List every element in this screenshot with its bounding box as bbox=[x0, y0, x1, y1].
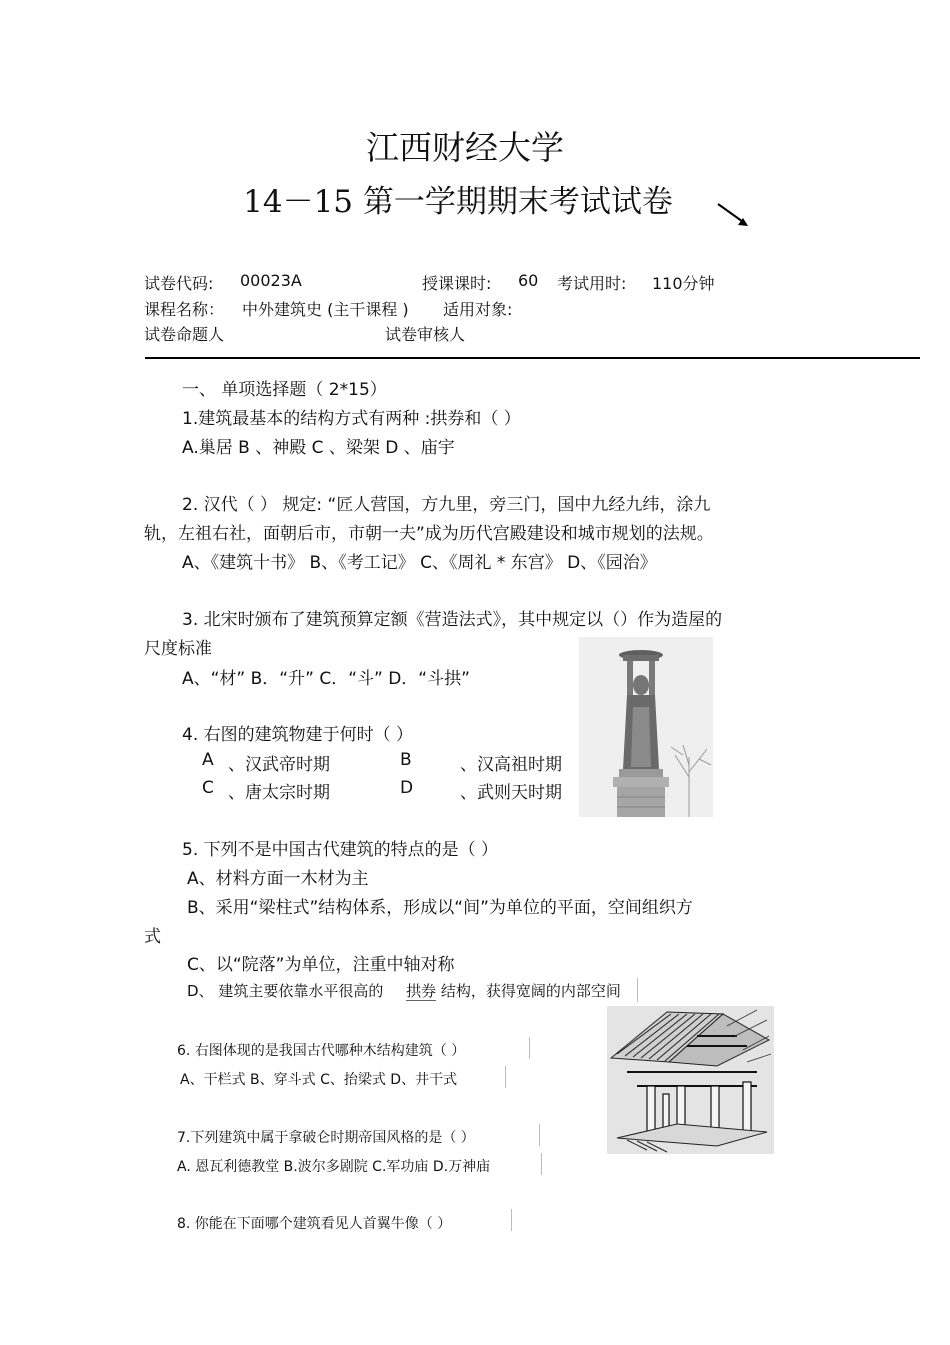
text-box-edge bbox=[511, 1209, 512, 1231]
q4-option-d-text: 、武则天时期 bbox=[460, 783, 562, 803]
q4-option-b-letter: B bbox=[400, 750, 412, 770]
q8-stem: 8. 你能在下面哪个建筑看见人首翼牛像（ ） bbox=[177, 1216, 452, 1232]
q5-option-b-line1: B、采用“梁柱式”结构体系，形成以“间”为单位的平面，空间组织方 bbox=[187, 898, 693, 918]
hours-value: 60 bbox=[518, 271, 539, 290]
q7-options: A. 恩瓦利德教堂 B.波尔多剧院 C.军功庙 D.万神庙 bbox=[177, 1159, 491, 1175]
text-box-edge bbox=[637, 978, 638, 1002]
exam-title: 14－15 第一学期期末考试试卷 bbox=[243, 184, 673, 220]
text-box-edge bbox=[529, 1037, 530, 1059]
divider bbox=[145, 357, 920, 359]
timber-structure-diagram bbox=[607, 1006, 774, 1154]
course-value: 中外建筑史 (主干课程 ) bbox=[242, 300, 409, 319]
q5-option-d-underlined: 拱券 bbox=[406, 982, 437, 1000]
q3-options: A、“材” B．“升” C．“斗” D．“斗拱” bbox=[182, 669, 470, 689]
q5-option-d bbox=[187, 980, 621, 1001]
duration-label: 考试用时: bbox=[557, 274, 627, 293]
q4-option-c-letter: C bbox=[202, 778, 214, 798]
q4-stem: 4. 右图的建筑物建于何时（ ） bbox=[182, 725, 414, 745]
q4-option-a-letter: A bbox=[202, 750, 214, 770]
university-title: 江西财经大学 bbox=[366, 128, 564, 167]
q4-option-a-text: 、汉武帝时期 bbox=[228, 755, 330, 775]
q2-stem-line2: 轨，左祖右社，面朝后市，市朝一夫”成为历代宫殿建设和城市规划的法规。 bbox=[144, 524, 714, 544]
setter-label: 试卷命题人 bbox=[144, 325, 225, 344]
reviewer-label: 试卷审核人 bbox=[385, 325, 466, 344]
q1-options: A.巢居 B 、神殿 C 、梁架 D 、庙宇 bbox=[182, 438, 455, 458]
q5-option-c: C、以“院落”为单位，注重中轴对称 bbox=[187, 955, 455, 975]
code-value: 00023A bbox=[240, 271, 302, 290]
q2-options: A、《建筑十书》 B、《考工记》 C、《周礼 * 东宫》 D、《园治》 bbox=[182, 553, 657, 573]
q4-option-b-text: 、汉高祖时期 bbox=[460, 755, 562, 775]
q4-option-d-letter: D bbox=[400, 778, 414, 798]
arrow-icon bbox=[712, 198, 760, 238]
text-box-edge bbox=[541, 1153, 542, 1175]
text-box-edge bbox=[505, 1066, 506, 1088]
q5-option-d-suffix: 结构，获得宽阔的内部空间 bbox=[440, 982, 621, 1000]
text-box-edge bbox=[539, 1124, 540, 1146]
q5-option-a: A、材料方面一木材为主 bbox=[187, 869, 369, 889]
q1-stem: 1.建筑最基本的结构方式有两种 :拱券和（ ） bbox=[182, 409, 521, 429]
q5-option-b-line2: 式 bbox=[144, 927, 161, 947]
q2-stem-line1: 2. 汉代（ ） 规定: “匠人营国，方九里，旁三门，国中九经九纬，涂九 bbox=[182, 495, 711, 515]
q7-stem: 7.下列建筑中属于拿破仑时期帝国风格的是（ ） bbox=[177, 1130, 475, 1146]
q3-stem-line1: 3. 北宋时颁布了建筑预算定额《营造法式》，其中规定以（）作为造屋的 bbox=[182, 610, 723, 630]
hours-label: 授课课时: bbox=[422, 274, 492, 293]
audience-label: 适用对象: bbox=[443, 300, 513, 319]
code-label: 试卷代码: bbox=[144, 274, 214, 293]
duration-value: 110分钟 bbox=[652, 274, 715, 293]
q3-stem-line2: 尺度标准 bbox=[144, 639, 212, 659]
q6-options: A、干栏式 B、穿斗式 C、抬梁式 D、井干式 bbox=[180, 1072, 458, 1088]
section-heading: 一、 单项选择题（ 2*15） bbox=[182, 380, 387, 400]
q5-stem: 5. 下列不是中国古代建筑的特点的是（ ） bbox=[182, 840, 499, 860]
q6-stem: 6. 右图体现的是我国古代哪种木结构建筑（ ） bbox=[177, 1043, 466, 1059]
q4-option-c-text: 、唐太宗时期 bbox=[228, 783, 330, 803]
q5-option-d-prefix: D、 建筑主要依靠水平很高的 bbox=[187, 982, 384, 1000]
course-label: 课程名称： bbox=[144, 300, 225, 319]
statue-photo bbox=[579, 637, 713, 817]
